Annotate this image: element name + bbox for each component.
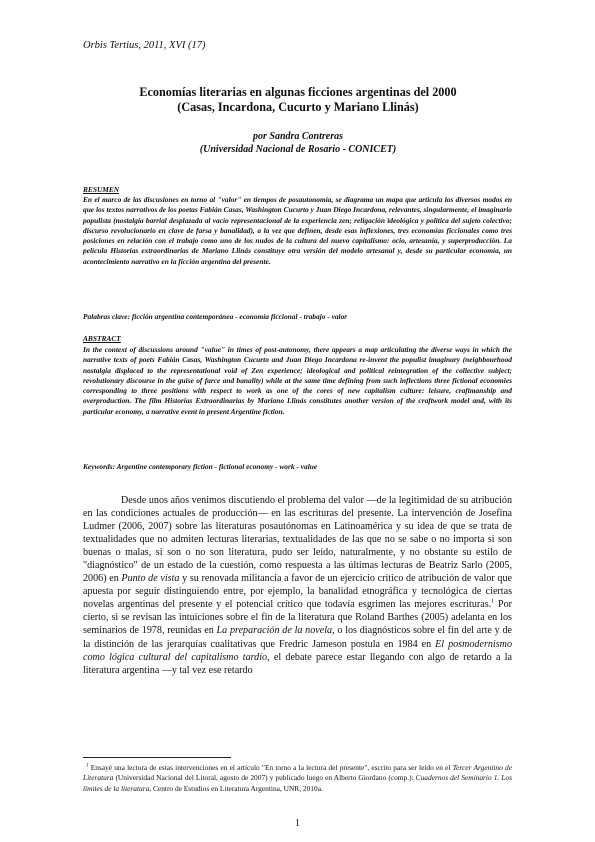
body-text-run: Desde unos años venimos discutiendo el problema del valor —de la legitimidad de su atribución en las condiciones actuales de producción— en las escrituras del presente. La intervención de Josefina Ludmer (2006, 2007) sobre las literaturas posautónomas en Latinoamérica y su idea de que se trata de textualidades que no admiten lecturas literarias, textualidades de las que no se sabe o no importa si son buenas o malas, si son o no son literatura, pudo ser leído, naturalmente, y no obstante su estilo de "diagnóstico" de un estado de la cuestión, como respuesta a las últimas lecturas de Beatriz Sarlo (2005, 2006) en <box>83 495 512 585</box>
body-italic-title: El posmodernismo como lógica cultural del capitalismo tardío <box>83 638 512 663</box>
abstract-heading: ABSTRACT <box>83 334 121 343</box>
body-text-run: , el debate parece estar llegando con algo de retardo a la literatura argentina —y tal vez ese retardo <box>83 651 512 676</box>
footnote-text-run: , Centro de Estudios en Literatura Argentina, UNR, 2010a. <box>149 783 323 793</box>
body-paragraph <box>83 494 512 677</box>
footnote-italic-title: Tercer Argentino de Literatura <box>83 763 512 783</box>
author-block <box>83 130 513 156</box>
footnote <box>83 763 512 794</box>
page-number: 1 <box>295 818 300 829</box>
footnote-text-run: Ensayé una lectura de estas intervenciones en el artículo "En torno a la lectura del presente", escrito para ser leído en el <box>88 763 453 772</box>
journal-header: Orbis Tertius, 2011, XVI (17) <box>83 40 206 51</box>
body-italic-title: La preparación de la novela <box>216 625 333 637</box>
footnote-text-run: (Universidad Nacional del Litoral, agosto de 2007) y publicado luego en Alberto Giordano (comp.): <box>113 773 416 783</box>
resumen-text: En el marco de las discusiones en torno al "valor" en tiempos de posautonomía, se diagrama un mapa que articula los diversos modos en que los textos narrativos de los poetas Fabián Casas, Washington Cucurto y Juan Diego Incardona, relevantes, singularmente, el imaginario populista (nostalgia barrial desplazada al vacío representacional de la experiencia zen; religación ideológica y política del sujeto colectivo; discurso revolucionario en clave de farsa y banalidad), a la vez que definen, desde esas inflexiones, tres economías ficcionales como tres posiciones en relación con el trabajo como uno de los nudos de la cultura del nuevo capitalismo: ocio, artesanía, y superproducción. La película Historias extraordinarias de Mariano Llinás constituye otra versión del modelo artesanal y, desde su particular economía, un acontecimiento narrativo en la ficción argentina del presente. <box>83 195 512 266</box>
article-title <box>83 85 513 115</box>
resumen-heading: RESUMEN <box>83 185 120 194</box>
footnote-italic-title: Cuadernos del Seminario 1. Los límites de la literatura <box>83 773 512 793</box>
footnote-number: 1 <box>86 763 89 769</box>
footnote-separator <box>83 757 231 758</box>
body-italic-title: Punto de vista <box>121 573 180 585</box>
body-text-run: , o los diagnósticos sobre el fin del arte y de la distinción de las jerarquías cualitativas que Fredric Jameson postula en 1984 en <box>83 625 512 650</box>
body-text-run: Por cierto, si se revisan las intuiciones sobre el fin de la literatura que Roland Barthes (2005) adelanta en los seminarios de 1978, reunidas en <box>83 599 512 637</box>
abstract-text: In the context of discussions around "value" in times of post-autonomy, there appears a map articulating the diverse ways in which the narrative texts of poets Fabián Casas, Washington Cucurto and Juan Diego Incardona re-invent the populist imaginary (neighbourhood nostalgia displaced to the representational void of Zen experience; ideological and political reintegration of the collective subject; revolutionary discourse in the guise of farce and banality) while at the same time defining from such inflections three fictional economies corresponding to three positions with respect to work as one of the cores of new capitalism culture: leisure, craftmanship and overproduction. The film Historias Extraordinarias by Mariano Llinás constitutes another version of the craftwork model and, with its particular economy, a narrative event in present Argentine fiction. <box>83 345 512 416</box>
keywords: Keywords: Argentine contemporary fiction - fictional economy - work - value <box>83 462 318 471</box>
author-name: por Sandra Contreras <box>252 131 344 142</box>
body-text-run: y su renovada militancia a favor de un ejercicio crítico de atribución de valor que apuesta por seguir distinguiendo entre, por ejemplo, la banalidad etnográfica y tecnológica de ciertas novelas argentinas del presente y el potencial crítico que todavía esgrimen las mejores escrituras. <box>83 573 512 611</box>
title-line-2: (Casas, Incardona, Cucurto y Mariano Llinás) <box>177 100 419 114</box>
footnote-reference[interactable]: 1 <box>491 599 495 606</box>
author-affiliation: (Universidad Nacional de Rosario - CONICET) <box>199 144 397 155</box>
title-line-1: Economías literarias en algunas ficciones argentinas del 2000 <box>139 85 457 99</box>
palabras-clave: Palabras clave: ficción argentina contemporánea - economía ficcional - trabajo - valor <box>83 312 348 321</box>
